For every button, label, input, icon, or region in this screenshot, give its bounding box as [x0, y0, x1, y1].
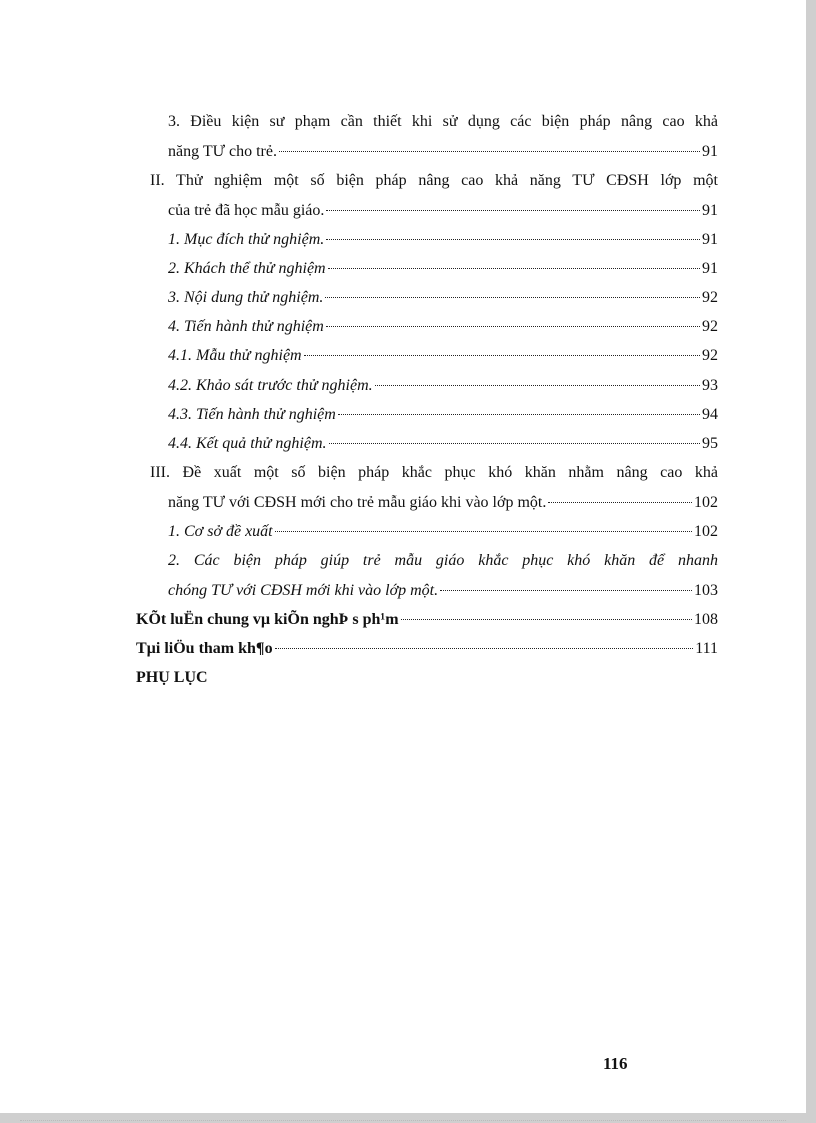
toc-item-II-2[interactable]: [168, 259, 718, 279]
toc-page-number: 94: [702, 406, 718, 423]
toc-item-II-4-2[interactable]: [168, 376, 718, 396]
toc-entry-label: 4.4. Kết quả thử nghiệm.: [168, 435, 327, 452]
dot-leader: [275, 531, 692, 532]
dot-leader: [548, 502, 692, 503]
toc-entry-label: của trẻ đã học mẫu giáo.: [168, 202, 325, 219]
toc-section-II[interactable]: [168, 201, 718, 221]
toc-page-number: 92: [702, 318, 718, 335]
toc-page-number: 93: [702, 377, 718, 394]
toc-page-number: 102: [694, 523, 718, 540]
dot-leader: [440, 590, 692, 591]
dot-leader: [401, 619, 692, 620]
toc-page-number: 95: [702, 435, 718, 452]
toc-page-number: 111: [695, 640, 718, 657]
dot-leader: [338, 414, 700, 415]
toc-section-III-line1: III. Đề xuất một số biện pháp khắc phục khó khăn nhằm nâng cao khả: [150, 464, 718, 481]
dot-leader: [326, 239, 700, 240]
toc-section-II-line1: II. Thử nghiệm một số biện pháp nâng cao khả năng TƯ CĐSH lớp một: [150, 172, 718, 189]
toc-page-number: 103: [694, 582, 718, 599]
dot-leader: [329, 443, 701, 444]
toc-page-number: 91: [702, 260, 718, 277]
toc-item-II-1[interactable]: [168, 230, 718, 250]
toc-entry-label: 4. Tiến hành thử nghiệm: [168, 318, 324, 335]
dot-leader: [326, 326, 700, 327]
toc-item-III-1[interactable]: [168, 522, 718, 542]
toc-conclusion[interactable]: [136, 610, 718, 630]
toc-entry-label: năng TƯ cho trẻ.: [168, 143, 277, 160]
dot-leader: [304, 355, 700, 356]
toc-appendix[interactable]: [136, 668, 208, 688]
dot-leader: [325, 297, 700, 298]
dot-leader: [326, 210, 700, 211]
toc-entry-label: 1. Cơ sở đề xuất: [168, 523, 273, 540]
toc-entry-label: 1. Mục đích thử nghiệm.: [168, 231, 325, 248]
dot-leader: [328, 268, 700, 269]
toc-item-II-3[interactable]: [168, 288, 718, 308]
toc-page-number: 92: [702, 347, 718, 364]
toc-item-III-2[interactable]: [168, 581, 718, 601]
toc-page-number: 92: [702, 289, 718, 306]
toc-entry-label: Tµi liÖu tham kh¶o: [136, 640, 273, 657]
toc-entry-3[interactable]: [168, 142, 718, 162]
toc-page-number: 91: [702, 231, 718, 248]
toc-entry-label: chóng TƯ với CĐSH mới khi vào lớp một.: [168, 582, 439, 599]
toc-page-number: 91: [702, 143, 718, 160]
toc-entry-label: 4.2. Khảo sát trước thử nghiệm.: [168, 377, 373, 394]
dot-leader: [375, 385, 700, 386]
toc-page-number: 108: [694, 611, 718, 628]
bottom-dotted-rule: [20, 1120, 786, 1121]
toc-item-II-4-4[interactable]: [168, 434, 718, 454]
toc-entry-3-line1: 3. Điều kiện sư phạm cần thiết khi sử dụng các biện pháp nâng cao khả: [168, 113, 718, 130]
toc-entry-label: 3. Nội dung thử nghiệm.: [168, 289, 324, 306]
toc-item-II-4-1[interactable]: [168, 346, 718, 366]
toc-entry-label: năng TƯ với CĐSH mới cho trẻ mẫu giáo khi vào lớp một.: [168, 494, 547, 511]
dot-leader: [279, 151, 700, 152]
toc-entry-label: KÕt luËn chung vµ kiÕn nghÞ s ph¹m: [136, 611, 399, 628]
toc-entry-label: 2. Khách thể thử nghiệm: [168, 260, 326, 277]
dot-leader: [275, 648, 694, 649]
toc-entry-label: 4.3. Tiến hành thử nghiệm: [168, 406, 336, 423]
toc-section-III[interactable]: [168, 493, 718, 513]
toc-entry-label: PHỤ LỤC: [136, 669, 208, 686]
toc-entry-label: 4.1. Mẫu thử nghiệm: [168, 347, 302, 364]
toc-item-II-4-3[interactable]: [168, 405, 718, 425]
toc-item-III-2-line1: 2. Các biện pháp giúp trẻ mẫu giáo khắc phục khó khăn để nhanh: [168, 552, 718, 569]
toc-item-II-4[interactable]: [168, 317, 718, 337]
page-number: 116: [603, 1054, 628, 1073]
toc-page-number: 91: [702, 202, 718, 219]
toc-page-number: 102: [694, 494, 718, 511]
toc-references[interactable]: [136, 639, 718, 659]
